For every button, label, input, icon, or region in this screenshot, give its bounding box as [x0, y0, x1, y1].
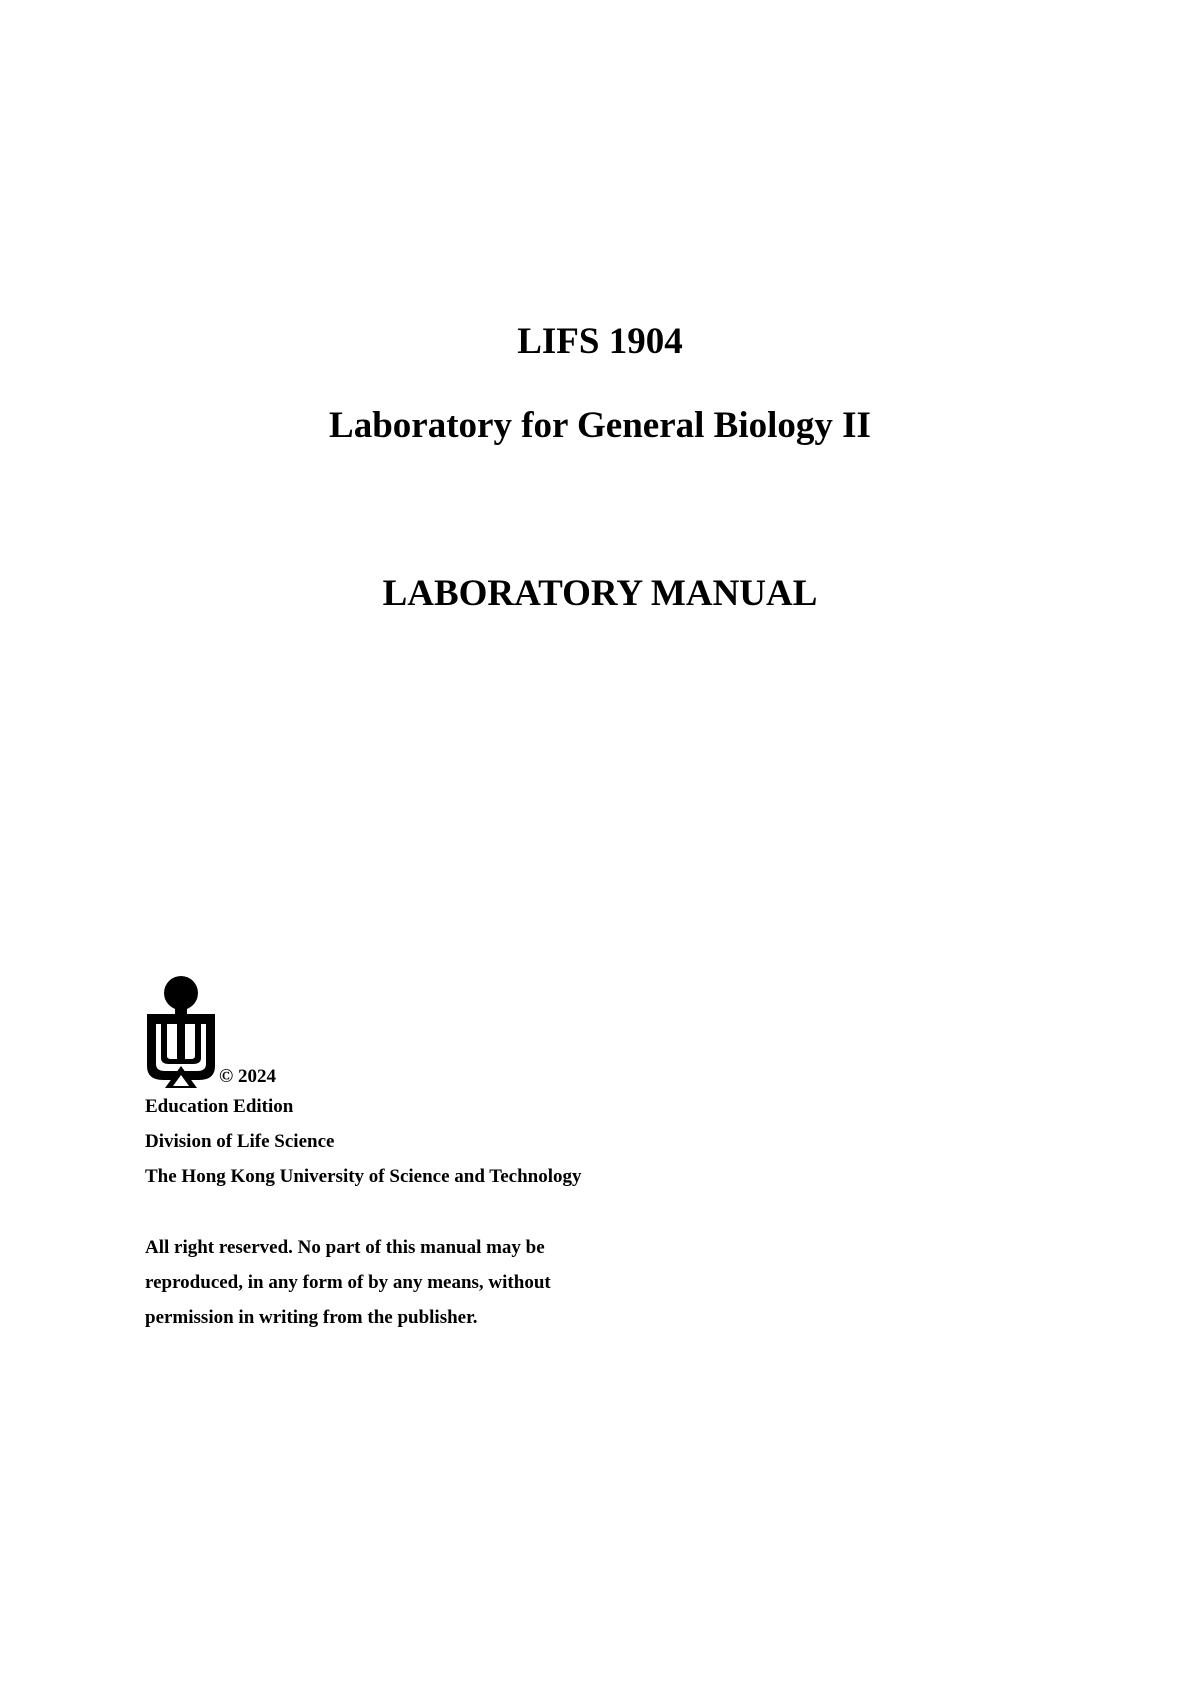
edition-line: Education Edition [145, 1096, 294, 1117]
manual-heading: LABORATORY MANUAL [382, 573, 818, 614]
copyright-text: © 2024 [219, 1066, 276, 1087]
rights-line: reproduced, in any form of by any means, without [145, 1272, 551, 1293]
division-line: Division of Life Science [145, 1131, 335, 1152]
course-code: LIFS 1904 [517, 321, 683, 362]
logo-copyright-row [145, 976, 845, 1088]
course-title: Laboratory for General Biology II [329, 405, 871, 446]
rights-notice [145, 1230, 845, 1335]
university-line: The Hong Kong University of Science and Technology [145, 1166, 582, 1187]
publisher-block [145, 976, 845, 1335]
university-logo-icon [145, 976, 217, 1088]
publisher-info [145, 1089, 845, 1194]
rights-line: permission in writing from the publisher. [145, 1307, 478, 1328]
rights-line: All right reserved. No part of this manual may be [145, 1237, 545, 1258]
